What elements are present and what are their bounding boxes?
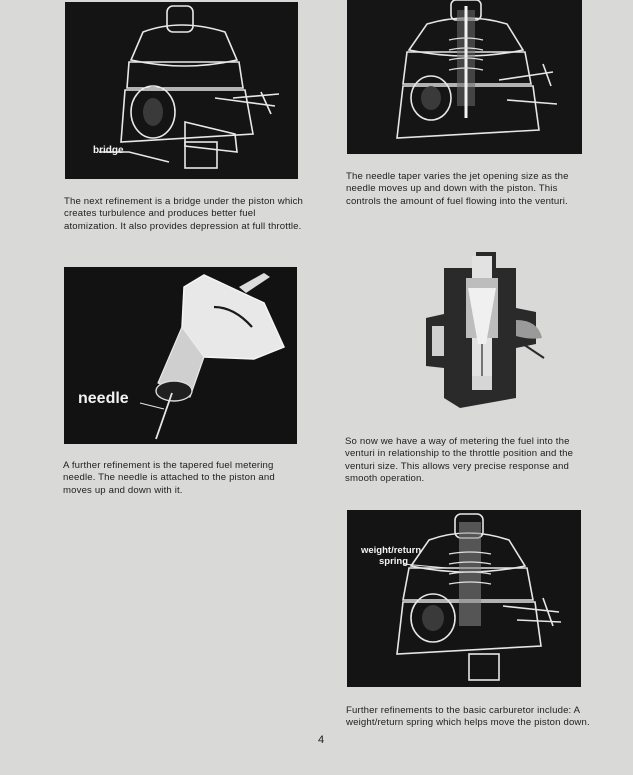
page-number: 4 (318, 734, 325, 746)
caption-spring: Further refinements to the basic carburetor include: A weight/return spring which helps move the piston down. (346, 705, 590, 729)
needle-taper-figure (347, 0, 582, 154)
caption-tapered-needle: A further refinement is the tapered fuel metering needle. The needle is attached to the piston and moves up and down with it. (63, 460, 275, 496)
tapered-needle-illustration (64, 267, 297, 444)
caption-needle-taper: The needle taper varies the jet opening size as the needle moves up and down with the piston. This controls the amount of fuel flowing into the venturi. (346, 171, 569, 207)
spring-figure (347, 510, 581, 687)
spring-label-line1: weight/return (361, 545, 422, 556)
cross-section-figure (420, 248, 546, 412)
caption-metering: So now we have a way of metering the fuel into the venturi in relationship to the throttle position and the venturi size. This allows very precise response and smooth operation. (345, 436, 574, 485)
bridge-label: bridge (93, 145, 124, 156)
carburetor-bridge-illustration (65, 2, 298, 179)
tapered-needle-figure (64, 267, 297, 444)
carburetor-cross-section-illustration (420, 248, 546, 412)
caption-bridge: The next refinement is a bridge under the piston which creates turbulence and produces better fuel atomization. It also provides depression at full throttle. (64, 196, 304, 232)
carburetor-needle-taper-illustration (347, 0, 582, 154)
needle-label: needle (78, 390, 129, 407)
spring-label-line2: spring (379, 556, 409, 567)
carburetor-spring-illustration (347, 510, 581, 687)
bridge-figure (65, 2, 298, 179)
